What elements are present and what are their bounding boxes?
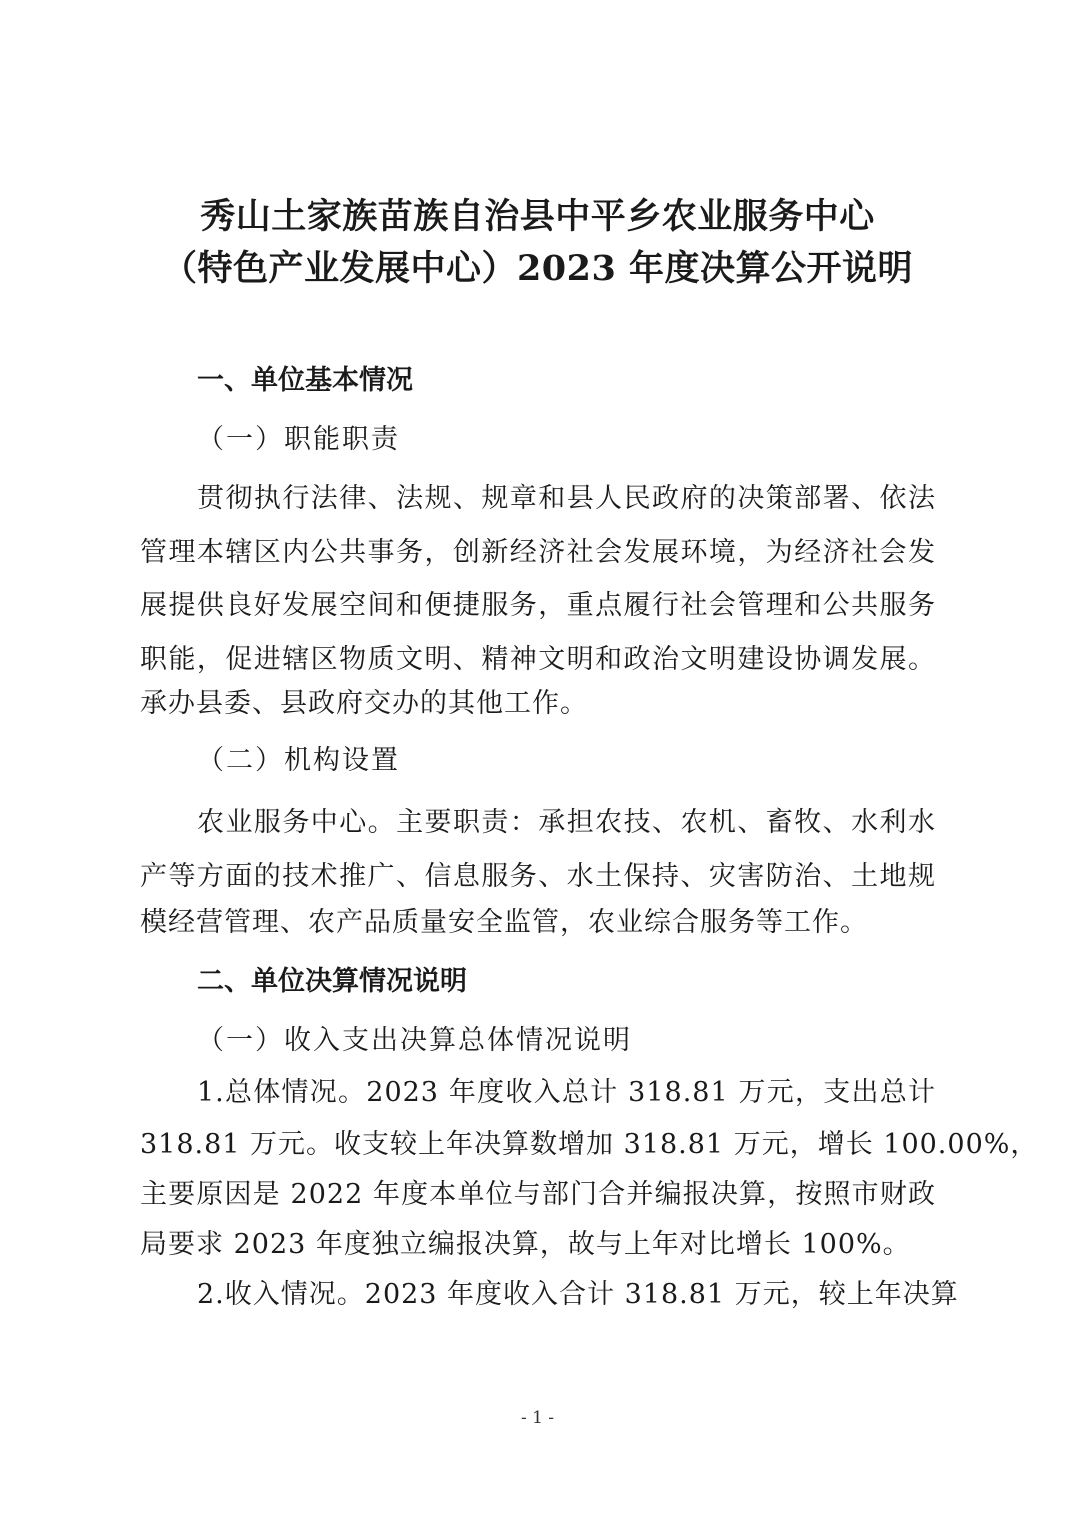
paragraph-line: 1.总体情况。2023 年度收入总计 318.81 万元，支出总计 [197,1077,936,1108]
paragraph-line: 主要原因是 2022 年度本单位与部门合并编报决算，按照市财政 [140,1179,936,1210]
paragraph-line: 局要求 2023 年度独立编报决算，故与上年对比增长 100%。 [140,1229,911,1260]
subsection-heading-organization: （二）机构设置 [197,745,400,776]
paragraph-line: 管理本辖区内公共事务，创新经济社会发展环境，为经济社会发 [140,537,936,568]
document-title-line-2: （特色产业发展中心）2023 年度决算公开说明 [161,248,914,289]
paragraph-line: 模经营管理、农产品质量安全监管，农业综合服务等工作。 [140,907,868,938]
paragraph-line: 318.81 万元。收支较上年决算数增加 318.81 万元，增长 100.00%， [140,1129,1039,1160]
subsection-heading-income-expense: （一）收入支出决算总体情况说明 [197,1025,632,1056]
paragraph-line: 贯彻执行法律、法规、规章和县人民政府的决策部署、依法 [197,483,936,514]
page-number: - 1 - [520,1408,555,1428]
paragraph-line: 承办县委、县政府交办的其他工作。 [140,688,588,719]
paragraph-line: 产等方面的技术推广、信息服务、水土保持、灾害防治、土地规 [140,861,936,892]
document-title-line-1: 秀山土家族苗族自治县中平乡农业服务中心 [200,196,875,237]
paragraph-line: 2.收入情况。2023 年度收入合计 318.81 万元，较上年决算 [197,1279,959,1310]
section-heading-budget-explanation: 二、单位决算情况说明 [197,966,467,997]
paragraph-line: 农业服务中心。主要职责：承担农技、农机、畜牧、水利水 [197,807,936,838]
paragraph-line: 职能，促进辖区物质文明、精神文明和政治文明建设协调发展。 [140,644,936,675]
paragraph-line: 展提供良好发展空间和便捷服务，重点履行社会管理和公共服务 [140,590,936,621]
section-heading-basic-info: 一、单位基本情况 [197,365,413,396]
subsection-heading-functions: （一）职能职责 [197,424,400,455]
